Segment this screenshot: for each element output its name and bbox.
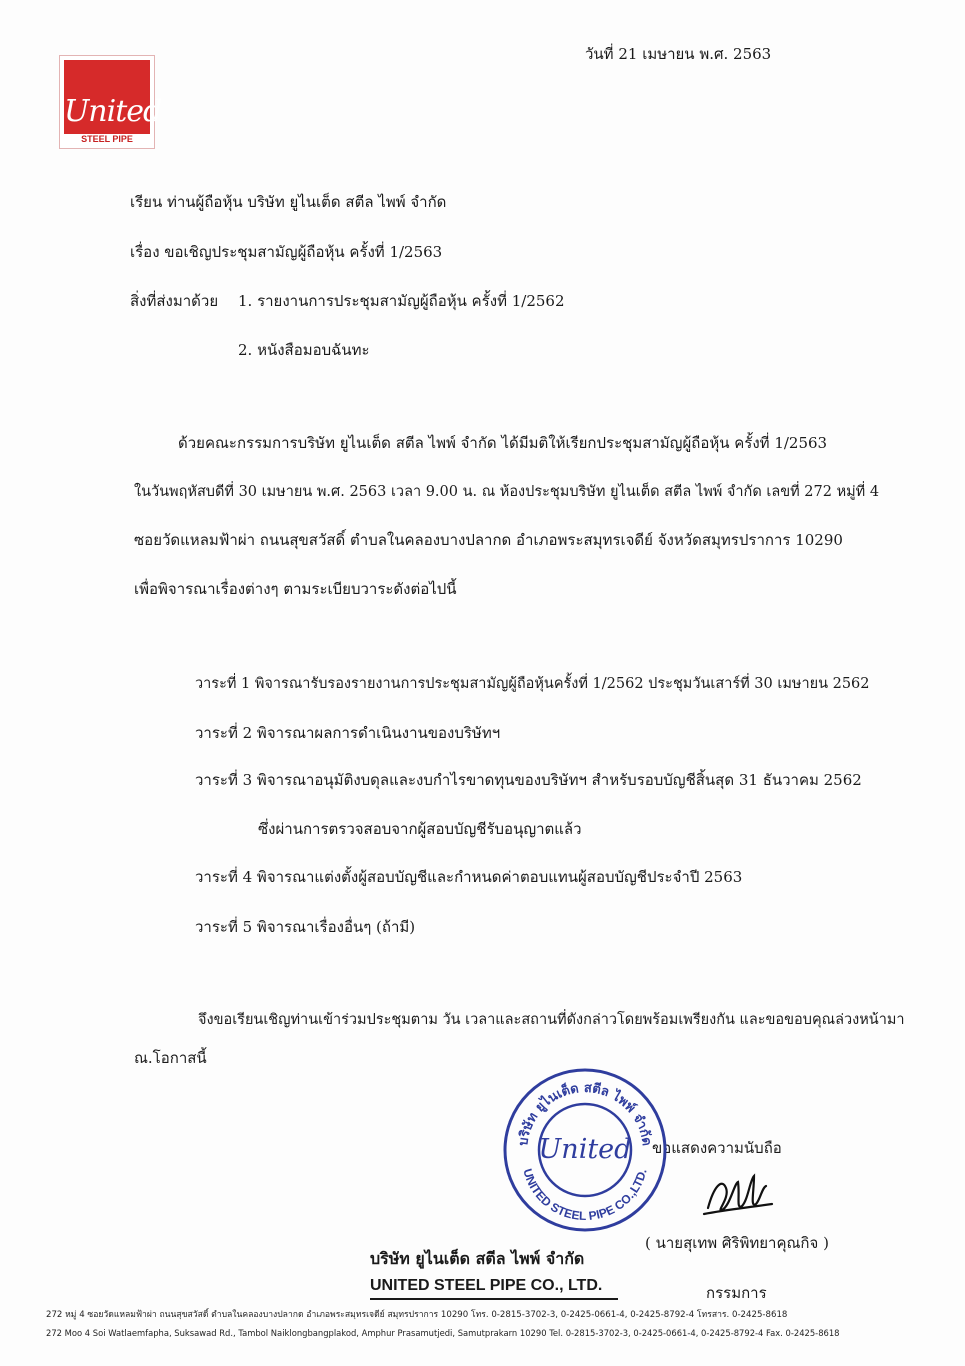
enclosure-item: 1. รายงานการประชุมสามัญผู้ถือหุ้น ครั้งที่ 1/2562 (238, 292, 565, 310)
seal-word: United (538, 1134, 632, 1165)
to-line: เรียน ท่านผู้ถือหุ้น บริษัท ยูไนเต็ด สตีล ไพพ์ จำกัด (130, 193, 447, 211)
signature (700, 1166, 780, 1222)
closing-line: ณ.โอกาสนี้ (134, 1049, 207, 1067)
body-line: ในวันพฤหัสบดีที่ 30 เมษายน พ.ศ. 2563 เวลา 9.00 น. ณ ห้องประชุมบริษัท ยูไนเต็ด สตีล ไพพ์ จำกัด เลขที่ 272 หมู่ที่ 4 (134, 484, 880, 500)
body-line: เพื่อพิจารณาเรื่องต่างๆ ตามระเบียบวาระดังต่อไปนี้ (134, 580, 457, 598)
company-name-thai: บริษัท ยูไนเต็ด สตีล ไพพ์ จำกัด (370, 1249, 585, 1268)
agenda-item: วาระที่ 1 พิจารณารับรองรายงานการประชุมสามัญผู้ถือหุ้นครั้งที่ 1/2562 ประชุมวันเสาร์ที่ 30 เมษายน 2562 (195, 676, 870, 692)
logo-background (64, 60, 162, 144)
signature-stroke (704, 1176, 772, 1214)
company-underline (370, 1298, 618, 1300)
agenda-item: วาระที่ 3 พิจารณาอนุมัติงบดุลและงบกำไรขาดทุนของบริษัทฯ สำหรับรอบบัญชีสิ้นสุด 31 ธันวาคม 2562 (195, 771, 862, 789)
signer-title: กรรมการ (706, 1284, 767, 1302)
signer-name: ( นายสุเทพ ศิริพิทยาคุณกิจ ) (645, 1234, 829, 1252)
subject-line: เรื่อง ขอเชิญประชุมสามัญผู้ถือหุ้น ครั้งที่ 1/2563 (130, 243, 443, 261)
agenda-item: วาระที่ 4 พิจารณาแต่งตั้งผู้สอบบัญชีและกำหนดค่าตอบแทนผู้สอบบัญชีประจำปี 2563 (195, 868, 743, 886)
regards-text: ขอแสดงความนับถือ (652, 1139, 782, 1157)
agenda-item-continuation: ซึ่งผ่านการตรวจสอบจากผู้สอบบัญชีรับอนุญาตแล้ว (258, 820, 582, 838)
seal-group (505, 1070, 665, 1230)
footer-address-english: 272 Moo 4 Soi Watlaemfapha, Suksawad Rd., Tambol Naiklongbangplakod, Amphur Prasamutjedi, Samutprakarn 10290 Tel. 0-2815-3702-3, 0-2425-0661-4, 0-2425-8792-4 Fax. 0-2425-8618 (46, 1328, 840, 1338)
enclosure-label: สิ่งที่ส่งมาด้วย (130, 292, 219, 310)
body-line: ด้วยคณะกรรมการบริษัท ยูไนเต็ด สตีล ไพพ์ จำกัด ได้มีมติให้เรียกประชุมสามัญผู้ถือหุ้น ครั้งที่ 1/2563 (178, 434, 828, 452)
closing-line: จึงขอเรียนเชิญท่านเข้าร่วมประชุมตาม วัน เวลาและสถานที่ดังกล่าวโดยพร้อมเพรียงกัน และขอขอบคุณล่วงหน้ามา (198, 1012, 905, 1028)
footer-address-thai: 272 หมู่ 4 ซอยวัดแหลมฟ้าผ่า ถนนสุขสวัสดิ์ ตำบลในคลองบางปลากด อำเภอพระสมุทรเจดีย์ สมุทรปราการ 10290 โทร. 0-2815-3702-3, 0-2425-0661-4, 0-2425-8792-4 โทรสาร. 0-2425-8618 (46, 1310, 788, 1320)
body-line: ซอยวัดแหลมฟ้าผ่า ถนนสุขสวัสดิ์ ตำบลในคลองบางปลากด อำเภอพระสมุทรเจดีย์ จังหวัดสมุทรปราการ 10290 (134, 531, 843, 549)
agenda-item: วาระที่ 2 พิจารณาผลการดำเนินงานของบริษัทฯ (195, 724, 501, 742)
logo-subtitle: STEEL PIPE (64, 134, 150, 145)
seal-ring-bottom-text: UNITED STEEL PIPE CO.,LTD. (520, 1167, 650, 1224)
logo-word: United (64, 94, 162, 129)
company-name-english: UNITED STEEL PIPE CO., LTD. (370, 1277, 603, 1294)
company-seal (500, 1065, 670, 1235)
date-line: วันที่ 21 เมษายน พ.ศ. 2563 (585, 45, 772, 63)
seal-ring-top-text: บริษัท ยูไนเต็ด สตีล ไพพ์ จำกัด (516, 1080, 654, 1147)
enclosure-item: 2. หนังสือมอบฉันทะ (238, 341, 370, 359)
company-logo (59, 55, 162, 149)
agenda-item: วาระที่ 5 พิจารณาเรื่องอื่นๆ (ถ้ามี) (195, 918, 416, 936)
